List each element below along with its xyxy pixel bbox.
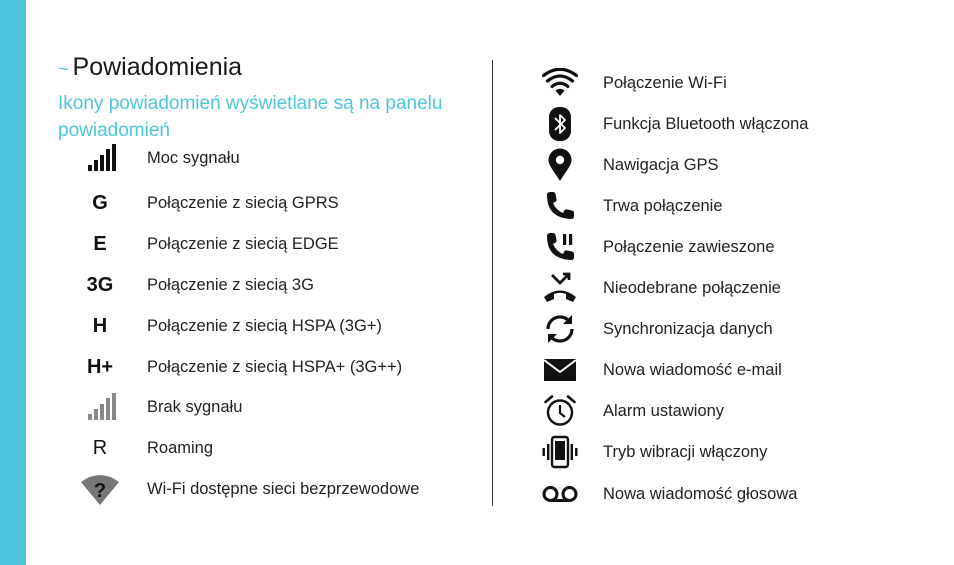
list-item-label: Nowa wiadomość e-mail [603, 360, 782, 379]
3g-glyph: 3G [86, 273, 114, 296]
list-item-label: Brak sygnału [147, 397, 243, 416]
list-item-missed-call [540, 270, 781, 306]
list-item-label: Nowa wiadomość głosowa [603, 484, 798, 503]
page-title [58, 53, 242, 82]
list-item-edge [80, 226, 339, 262]
list-item-call-hold [540, 229, 775, 265]
list-item-label: Połączenie z siecią HSPA (3G+) [147, 316, 382, 335]
title-text: Powiadomienia [72, 53, 243, 81]
list-item-call [540, 188, 723, 224]
call-hold-icon [540, 229, 580, 265]
list-item-label: Wi-Fi dostępne sieci bezprzewodowe [147, 479, 420, 498]
list-item-wifi [540, 65, 727, 101]
list-item-label: Nieodebrane połączenie [603, 278, 781, 297]
no-signal-icon [80, 389, 120, 425]
list-item-label: Roaming [147, 438, 214, 457]
hspa-glyph: H [92, 314, 108, 337]
3g-icon [80, 267, 120, 303]
list-item-label: Połączenie z siecią GPRS [147, 193, 339, 212]
list-item-gps [540, 147, 719, 183]
list-item-voicemail [540, 476, 797, 512]
list-item-label: Trwa połączenie [603, 196, 723, 215]
column-divider [492, 60, 493, 506]
signal-strength-icon [80, 140, 120, 176]
wifi-icon [540, 65, 580, 101]
alarm-icon [540, 393, 580, 429]
list-item-label: Połączenie z siecią 3G [147, 275, 314, 294]
list-item-alarm [540, 393, 724, 429]
list-item-label: Funkcja Bluetooth włączona [603, 114, 809, 133]
bluetooth-icon [540, 106, 580, 142]
list-item-sync [540, 311, 773, 347]
list-item-label: Nawigacja GPS [603, 155, 719, 174]
roaming-glyph: R [92, 436, 108, 459]
accent-side-band [0, 0, 26, 565]
gprs-icon [80, 185, 120, 221]
list-item-label: Połączenie z siecią HSPA+ (3G++) [147, 357, 403, 376]
list-item-label: Połączenie zawieszone [603, 237, 775, 256]
edge-icon [80, 226, 120, 262]
list-item-3g [80, 267, 314, 303]
list-item-signal [80, 140, 240, 176]
list-item-label: Alarm ustawiony [603, 401, 725, 420]
wifi-available-icon [80, 471, 120, 507]
list-item-wifi-available [80, 471, 419, 507]
vibrate-icon [540, 434, 580, 470]
list-item-hspa [80, 308, 382, 344]
title-tilde: ~ [58, 59, 69, 79]
sync-icon [540, 311, 580, 347]
list-item-gprs [80, 185, 339, 221]
list-item-label: Połączenie Wi-Fi [603, 73, 727, 92]
hspa-icon [80, 308, 120, 344]
list-item-label: Połączenie z siecią EDGE [147, 234, 339, 253]
missed-call-icon [540, 270, 580, 306]
list-item-roaming [80, 430, 213, 466]
list-item-vibrate [540, 434, 767, 470]
page-subtitle: Ikony powiadomień wyświetlane są na panelu powiadomień [58, 93, 443, 141]
call-icon [540, 188, 580, 224]
svg-text:?: ? [93, 480, 107, 502]
hspa-plus-icon [80, 349, 120, 385]
email-icon [540, 352, 580, 388]
list-item-label: Moc sygnału [147, 148, 240, 167]
roaming-icon [80, 430, 120, 466]
voicemail-icon [540, 476, 580, 512]
list-item-email [540, 352, 782, 388]
edge-glyph: E [93, 232, 107, 255]
list-item-no-signal [80, 389, 242, 425]
list-item-bluetooth [540, 106, 808, 142]
gps-icon [540, 147, 580, 183]
hspa-plus-glyph: H+ [86, 355, 114, 378]
list-item-hspa-plus [80, 349, 402, 385]
gprs-glyph: G [92, 191, 108, 214]
list-item-label: Synchronizacja danych [603, 319, 773, 338]
list-item-label: Tryb wibracji włączony [603, 442, 768, 461]
